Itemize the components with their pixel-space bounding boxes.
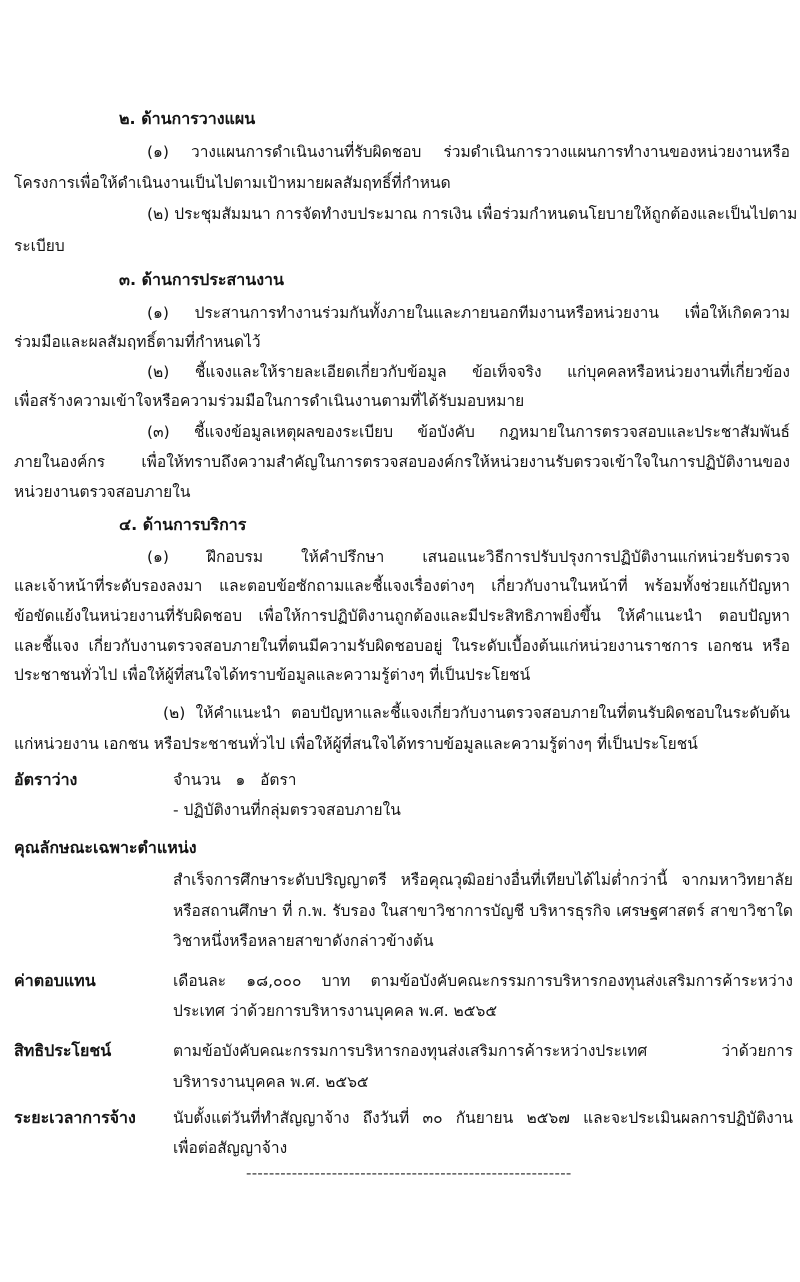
vacancy-unit: - ปฏิบัติงานที่กลุ่มตรวจสอบภายใน (173, 801, 401, 819)
benefits-line-2: บริหารงานบุคคล พ.ศ. ๒๕๖๕ (173, 1073, 369, 1091)
section-4-item-1-line-1: (๑) ฝึกอบรม ให้คำปรึกษา เสนอแนะวิธีการปรับปรุงการปฏิบัติงานแก่หน่วยรับตรวจ (147, 548, 790, 566)
compensation-label: ค่าตอบแทน (14, 971, 96, 990)
qualification-line-1: สำเร็จการศึกษาระดับปริญญาตรี หรือคุณวุฒิอย่างอื่นที่เทียบได้ไม่ต่ำกว่านี้ จากมหาวิทยาลัย (173, 871, 793, 889)
section-2-item-1-line-1: (๑) วางแผนการดำเนินงานที่รับผิดชอบ ร่วมดำเนินการวางแผนการทำงานของหน่วยงานหรือ (147, 143, 790, 161)
period-label: ระยะเวลาการจ้าง (14, 1108, 136, 1127)
compensation-line-2: ประเทศ ว่าด้วยการบริหารงานบุคคล พ.ศ. ๒๕๖๕ (173, 1002, 498, 1020)
section-4-item-1-line-5: ประชาชนทั่วไป เพื่อให้ผู้ที่สนใจได้ทราบข้อมูลและความรู้ต่างๆ ที่เป็นประโยชน์ (14, 666, 531, 684)
section-2-heading: ๒. ด้านการวางแผน (119, 109, 256, 128)
section-3-item-3-line-3: หน่วยงานตรวจสอบภายใน (14, 483, 191, 501)
qualification-line-3: วิชาหนึ่งหรือหลายสาขาดังกล่าวข้างต้น (173, 932, 434, 950)
section-4-item-2-line-2: แก่หน่วยงาน เอกชน หรือประชาชนทั่วไป เพื่อให้ผู้ที่สนใจได้ทราบข้อมูลและความรู้ต่างๆ ที่เป็นประโยชน์ (14, 735, 698, 753)
section-4-item-1-line-4: และชี้แจง เกี่ยวกับงานตรวจสอบภายในที่ตนมีความรับผิดชอบอยู่ ในระดับเบื้องต้นแก่หน่วยงานราชการ เอกชน หรือ (14, 637, 790, 655)
section-3-item-3-line-2: ภายในองค์กร เพื่อให้ทราบถึงความสำคัญในการตรวจสอบองค์กรให้หน่วยงานรับตรวจเข้าใจในการปฏิบัติงานของ (14, 453, 790, 471)
end-dashed-rule: --------------------------------------------------------- (246, 1164, 572, 1182)
qualification-label: คุณลักษณะเฉพาะตำแหน่ง (14, 838, 197, 857)
period-line-2: เพื่อต่อสัญญาจ้าง (173, 1139, 288, 1157)
benefits-label: สิทธิประโยชน์ (14, 1041, 112, 1060)
section-3-item-2-line-2: เพื่อสร้างความเข้าใจหรือความร่วมมือในการดำเนินงานตามที่ได้รับมอบหมาย (14, 392, 525, 410)
period-line-1: นับตั้งแต่วันที่ทำสัญญาจ้าง ถึงวันที่ ๓๐ กันยายน ๒๕๖๗ และจะประเมินผลการปฏิบัติงาน (173, 1109, 793, 1127)
section-3-item-2-line-1: (๒) ชี้แจงและให้รายละเอียดเกี่ยวกับข้อมูล ข้อเท็จจริง แก่บุคคลหรือหน่วยงานที่เกี่ยวข้อง (147, 363, 790, 381)
section-3-item-1-line-1: (๑) ประสานการทำงานร่วมกันทั้งภายในและภายนอกทีมงานหรือหน่วยงาน เพื่อให้เกิดความ (147, 304, 790, 322)
qualification-line-2: หรือสถานศึกษา ที่ ก.พ. รับรอง ในสาขาวิชาการบัญชี บริหารธุรกิจ เศรษฐศาสตร์ สาขาวิชาใด (173, 902, 793, 920)
section-2-item-2-line-1: (๒) ประชุมสัมมนา การจัดทำงบประมาณ การเงิน เพื่อร่วมกำหนดนโยบายให้ถูกต้องและเป็นไปตาม (147, 205, 798, 223)
vacancy-label: อัตราว่าง (14, 770, 78, 789)
section-2-item-1-line-2: โครงการเพื่อให้ดำเนินงานเป็นไปตามเป้าหมายผลสัมฤทธิ์ที่กำหนด (14, 174, 451, 192)
benefits-line-1: ตามข้อบังคับคณะกรรมการบริหารกองทุนส่งเสริมการค้าระหว่างประเทศ ว่าด้วยการ (173, 1042, 793, 1060)
section-2-item-2-line-2: ระเบียบ (14, 237, 65, 255)
section-4-heading: ๔. ด้านการบริการ (119, 515, 247, 534)
vacancy-count: จำนวน ๑ อัตรา (173, 771, 297, 789)
section-4-item-1-line-3: ข้อขัดแย้งในหน่วยงานที่รับผิดชอบ เพื่อให้การปฏิบัติงานถูกต้องและมีประสิทธิภาพยิ่งขึ้น ให้คำแนะนำ ตอบปัญหา (14, 607, 790, 625)
section-4-item-1-line-2: และเจ้าหน้าที่ระดับรองลงมา และตอบข้อซักถามและชี้แจงเรื่องต่างๆ เกี่ยวกับงานในหน้าที่ พร้อมทั้งช่วยแก้ปัญหา (14, 577, 790, 595)
compensation-line-1: เดือนละ ๑๘,๐๐๐ บาท ตามข้อบังคับคณะกรรมการบริหารกองทุนส่งเสริมการค้าระหว่าง (173, 972, 793, 990)
section-3-heading: ๓. ด้านการประสานงาน (119, 270, 284, 289)
section-3-item-3-line-1: (๓) ชี้แจงข้อมูลเหตุผลของระเบียบ ข้อบังคับ กฎหมายในการตรวจสอบและประชาสัมพันธ์ (147, 423, 790, 441)
section-3-item-1-line-2: ร่วมมือและผลสัมฤทธิ์ตามที่กำหนดไว้ (14, 333, 261, 351)
section-4-item-2-line-1: (๒) ให้คำแนะนำ ตอบปัญหาและชี้แจงเกี่ยวกับงานตรวจสอบภายในที่ตนรับผิดชอบในระดับต้น (163, 704, 790, 722)
